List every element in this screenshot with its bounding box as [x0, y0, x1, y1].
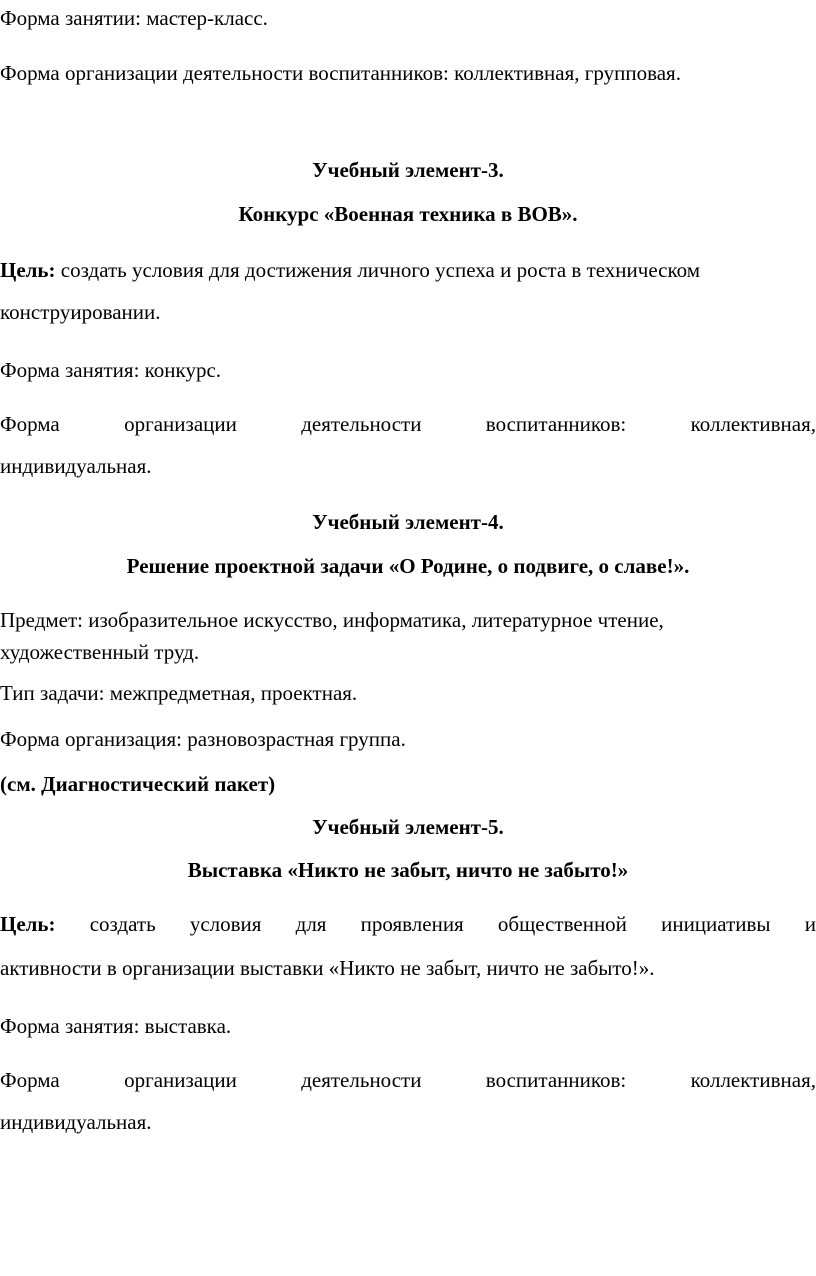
word: для — [295, 912, 327, 936]
element-4-subject-cont: художественный труд. — [0, 640, 200, 664]
element-3-goal-cont: конструировании. — [0, 300, 161, 324]
word: воспитанников: — [485, 412, 627, 436]
element-4-form-org: Форма организация: разновозрастная группа. — [0, 727, 406, 751]
word: организации — [124, 412, 237, 436]
word: коллективная, — [690, 412, 816, 436]
element-5-heading: Учебный элемент-5. — [312, 815, 504, 839]
form-lesson-line: Форма занятии: мастер-класс. — [0, 6, 268, 30]
element-3-form-lesson: Форма занятия: конкурс. — [0, 358, 222, 382]
element-3-form-org — [0, 414, 816, 435]
word: организации — [124, 1068, 237, 1092]
goal-label: Цель: — [0, 258, 56, 282]
word: коллективная, — [690, 1068, 816, 1092]
element-5-form-lesson: Форма занятия: выставка. — [0, 1014, 232, 1038]
word: деятельности — [301, 412, 422, 436]
word: воспитанников: — [485, 1068, 627, 1092]
element-5-form-org — [0, 1070, 816, 1091]
word: общественной — [497, 912, 627, 936]
word: и — [804, 912, 816, 936]
element-4-heading: Учебный элемент-4. — [312, 510, 504, 534]
element-4-task-type: Тип задачи: межпредметная, проектная. — [0, 681, 358, 705]
word: Форма — [0, 412, 60, 436]
element-4-title: Решение проектной задачи «О Родине, о подвиге, о славе!». — [126, 554, 690, 578]
goal-text: создать условия для достижения личного успеха и роста в техническом — [60, 258, 701, 282]
word: инициативы — [661, 912, 771, 936]
element-5-form-org-cont: индивидуальная. — [0, 1110, 152, 1134]
element-5-goal-cont: активности в организации выставки «Никто не забыт, ничто не забыто!». — [0, 956, 655, 980]
element-5-title: Выставка «Никто не забыт, ничто не забыто!» — [187, 858, 629, 882]
word: деятельности — [301, 1068, 422, 1092]
element-4-see-also: (см. Диагностический пакет) — [0, 772, 276, 796]
element-3-heading: Учебный элемент-3. — [312, 158, 504, 182]
word: проявления — [360, 912, 464, 936]
word: создать — [89, 912, 156, 936]
element-5-goal — [0, 914, 816, 935]
element-4-subject: Предмет: изобразительное искусство, информатика, литературное чтение, — [0, 608, 664, 632]
form-org-line: Форма организации деятельности воспитанников: коллективная, групповая. — [0, 61, 681, 85]
word: Форма — [0, 1068, 60, 1092]
element-3-goal — [0, 260, 816, 281]
word: условия — [189, 912, 262, 936]
element-3-title: Конкурс «Военная техника в ВОВ». — [238, 202, 578, 226]
goal-label: Цель: — [0, 912, 56, 936]
element-3-form-org-cont: индивидуальная. — [0, 454, 152, 478]
